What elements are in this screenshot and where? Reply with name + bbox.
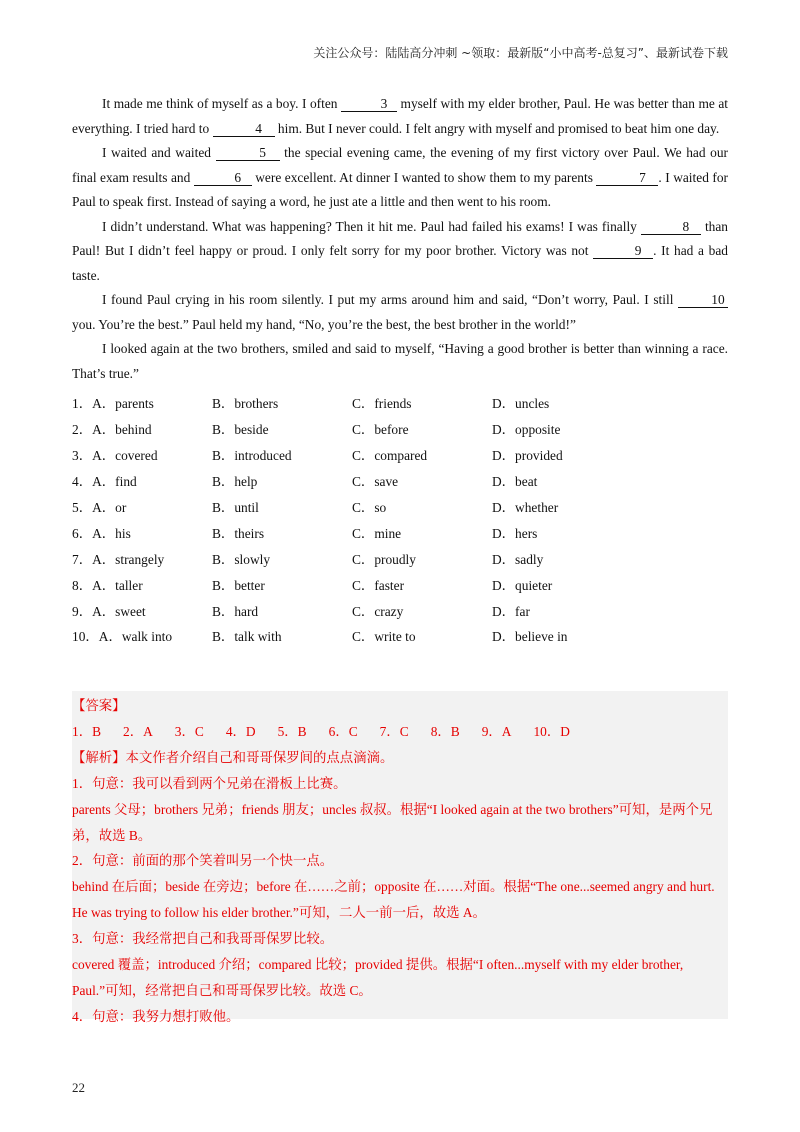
blank-10: 10: [678, 292, 728, 308]
blank-5: 5: [216, 145, 280, 161]
option-c: C．write to: [352, 629, 416, 645]
option-row: [72, 545, 728, 571]
question-number: 4．: [72, 474, 93, 490]
option-d: D．far: [492, 603, 530, 619]
option-b: B．beside: [212, 422, 269, 438]
option-number-and-a: [72, 471, 212, 490]
option-b: B．theirs: [212, 525, 265, 541]
blank-6: 6: [194, 170, 252, 186]
answer-key: 3．C: [174, 723, 204, 739]
option-row: [72, 519, 728, 545]
option-c: C．save: [352, 474, 399, 490]
option-a: A．strangely: [92, 551, 165, 567]
text: than Paul! But I didn’t feel happy or proud. I only felt sorry for my poor brother. Victory was not: [72, 218, 728, 258]
question-number: 10．: [72, 629, 99, 645]
answer-key: 6．C: [328, 723, 358, 739]
option-d: D．uncles: [492, 396, 550, 412]
analysis-line: 1．句意：我可以看到两个兄弟在滑板上比赛。: [72, 775, 347, 791]
paragraph-2: [72, 141, 728, 215]
option-c: C．so: [352, 500, 387, 515]
option-c: C．before: [352, 422, 409, 438]
question-number: 9．: [72, 603, 93, 619]
option-a: A．or: [92, 500, 127, 515]
question-number: 8．: [72, 577, 93, 593]
option-c: C．crazy: [352, 603, 404, 619]
option-d: D．opposite: [492, 422, 561, 438]
text: . It had a bad taste.: [72, 243, 728, 283]
option-a: A．walk into: [98, 629, 173, 645]
question-number: 3．: [72, 448, 93, 464]
paragraph-4: [72, 288, 728, 337]
option-a: A．his: [92, 525, 131, 541]
question-number: 1．: [72, 396, 93, 412]
option-a: A．taller: [92, 577, 143, 593]
page-number: 22: [72, 1080, 85, 1095]
option-d: D．believe in: [492, 629, 568, 645]
option-number-and-a: [72, 626, 212, 645]
blank-7: 7: [596, 170, 658, 186]
option-number-and-a: [72, 523, 212, 542]
option-number-and-a: [72, 549, 212, 568]
paragraph-3: [72, 215, 728, 289]
answer-key: 4．D: [225, 723, 256, 739]
option-c: C．mine: [352, 525, 402, 541]
option-number-and-a: [72, 419, 212, 438]
option-row: [72, 416, 728, 442]
options-list: [72, 390, 728, 649]
answer-key: 2．A: [123, 723, 153, 739]
option-number-and-a: [72, 497, 212, 516]
paragraph-5: I looked again at the two brothers, smiled and said to myself, “Having a good brother is better than winning a race. That’s true.”: [72, 341, 728, 381]
text: him. But I never could. I felt angry with myself and promised to beat him one day.: [274, 120, 720, 136]
analysis-line: 4．句意：我努力想打败他。: [72, 1008, 240, 1024]
option-row: [72, 390, 728, 416]
option-c: C．friends: [352, 396, 412, 412]
answer-key: 8．B: [430, 723, 460, 739]
option-number-and-a: [72, 575, 212, 594]
analysis-heading: 【解析】本文作者介绍自己和哥哥保罗间的点点滴滴。: [72, 749, 394, 765]
option-a: A．find: [92, 474, 137, 490]
text: I found Paul crying in his room silently. I put my arms around him and said, “Don’t worry, Paul. I still: [102, 292, 678, 307]
text: you. You’re the best.” Paul held my hand, “No, you’re the best, the best brother in the world!”: [72, 316, 576, 332]
option-row: [72, 494, 728, 520]
question-number: 6．: [72, 525, 93, 541]
blank-8: 8: [641, 219, 701, 235]
option-c: C．compared: [352, 448, 428, 464]
text: . I waited for Paul to speak first. Instead of saying a word, he just ate a little and then went to his room.: [72, 169, 728, 209]
analysis-line: parents 父母；brothers 兄弟；friends 朋友；uncles 叔叔。根据“I looked again at the two brothers”可知，是两个兄弟，故选 B。: [72, 801, 713, 843]
option-b: B．slowly: [212, 551, 271, 567]
option-a: A．parents: [92, 396, 154, 412]
analysis-lines: [72, 771, 728, 1030]
answer-key: 9．A: [481, 723, 512, 739]
option-d: D．beat: [492, 474, 538, 490]
question-number: 2．: [72, 422, 93, 438]
answer-key: 5．B: [277, 723, 307, 739]
option-number-and-a: [72, 445, 212, 464]
blank-4: 4: [213, 121, 275, 137]
option-b: B．better: [212, 577, 265, 593]
answer-key: 7．C: [379, 723, 409, 739]
option-number-and-a: [72, 393, 212, 412]
option-row: [72, 468, 728, 494]
analysis-line: covered 覆盖；introduced 介绍；compared 比较；provided 提供。根据“I often...myself with my elder brother, Paul.”可知，经常把自己和哥哥保罗比较。故选 C。: [72, 957, 684, 998]
answer-keys: [72, 719, 728, 745]
analysis-line: 2．句意：前面的那个笑着叫另一个快一点。: [72, 853, 334, 869]
option-b: B．brothers: [212, 396, 279, 412]
option-row: [72, 571, 728, 597]
text: were excellent. At dinner I wanted to show them to my parents: [251, 169, 597, 185]
question-number: 7．: [72, 551, 93, 567]
option-c: C．faster: [352, 577, 405, 593]
option-number-and-a: [72, 601, 212, 620]
option-d: D．hers: [492, 525, 538, 541]
option-row: [72, 597, 728, 623]
text: I didn’t understand. What was happening? Then it hit me. Paul had failed his exams! I was finally: [102, 218, 641, 234]
text: myself with my elder brother, Paul. He was better than me at everything. I tried hard to: [72, 96, 728, 136]
option-b: B．introduced: [212, 448, 292, 464]
text: It made me think of myself as a boy. I often: [102, 96, 342, 111]
analysis-line: 3．句意：我经常把自己和我哥哥保罗比较。: [72, 931, 334, 947]
option-row: [72, 442, 728, 468]
option-b: B．help: [212, 474, 258, 490]
option-b: B．talk with: [212, 629, 282, 645]
option-a: A．behind: [92, 422, 152, 438]
blank-9: 9: [593, 243, 653, 259]
option-b: B．until: [212, 500, 259, 515]
option-row: [72, 623, 728, 649]
question-number: 5．: [72, 500, 93, 515]
answer-section: [72, 691, 728, 1024]
analysis-line: behind 在后面；beside 在旁边；before 在……之前；opposite 在……对面。根据“The one...seemed angry and hurt. He was trying to follow his elder brother.”可知，二人一前一后，故选 A。: [72, 879, 715, 921]
option-d: D．whether: [492, 500, 559, 515]
paragraph-1: [72, 92, 728, 141]
blank-3: 3: [341, 96, 397, 112]
option-a: A．covered: [92, 448, 158, 464]
answer-key: 1．B: [72, 723, 102, 739]
text: I waited and waited: [102, 145, 216, 160]
option-b: B．hard: [212, 603, 259, 619]
option-c: C．proudly: [352, 551, 416, 567]
page-header: 关注公众号：陆陆高分冲刺 ~领取：最新版“小中高考-总复习”、最新试卷下载: [313, 46, 728, 60]
passage: [72, 92, 728, 649]
answer-key: 10．D: [533, 723, 570, 739]
option-a: A．sweet: [92, 603, 146, 619]
option-d: D．provided: [492, 448, 563, 464]
answer-heading: 【答案】: [72, 698, 126, 713]
text: the special evening came, the evening of my first victory over Paul. We had our final exam results and: [72, 145, 728, 185]
option-d: D．quieter: [492, 577, 553, 593]
option-d: D．sadly: [492, 551, 544, 567]
